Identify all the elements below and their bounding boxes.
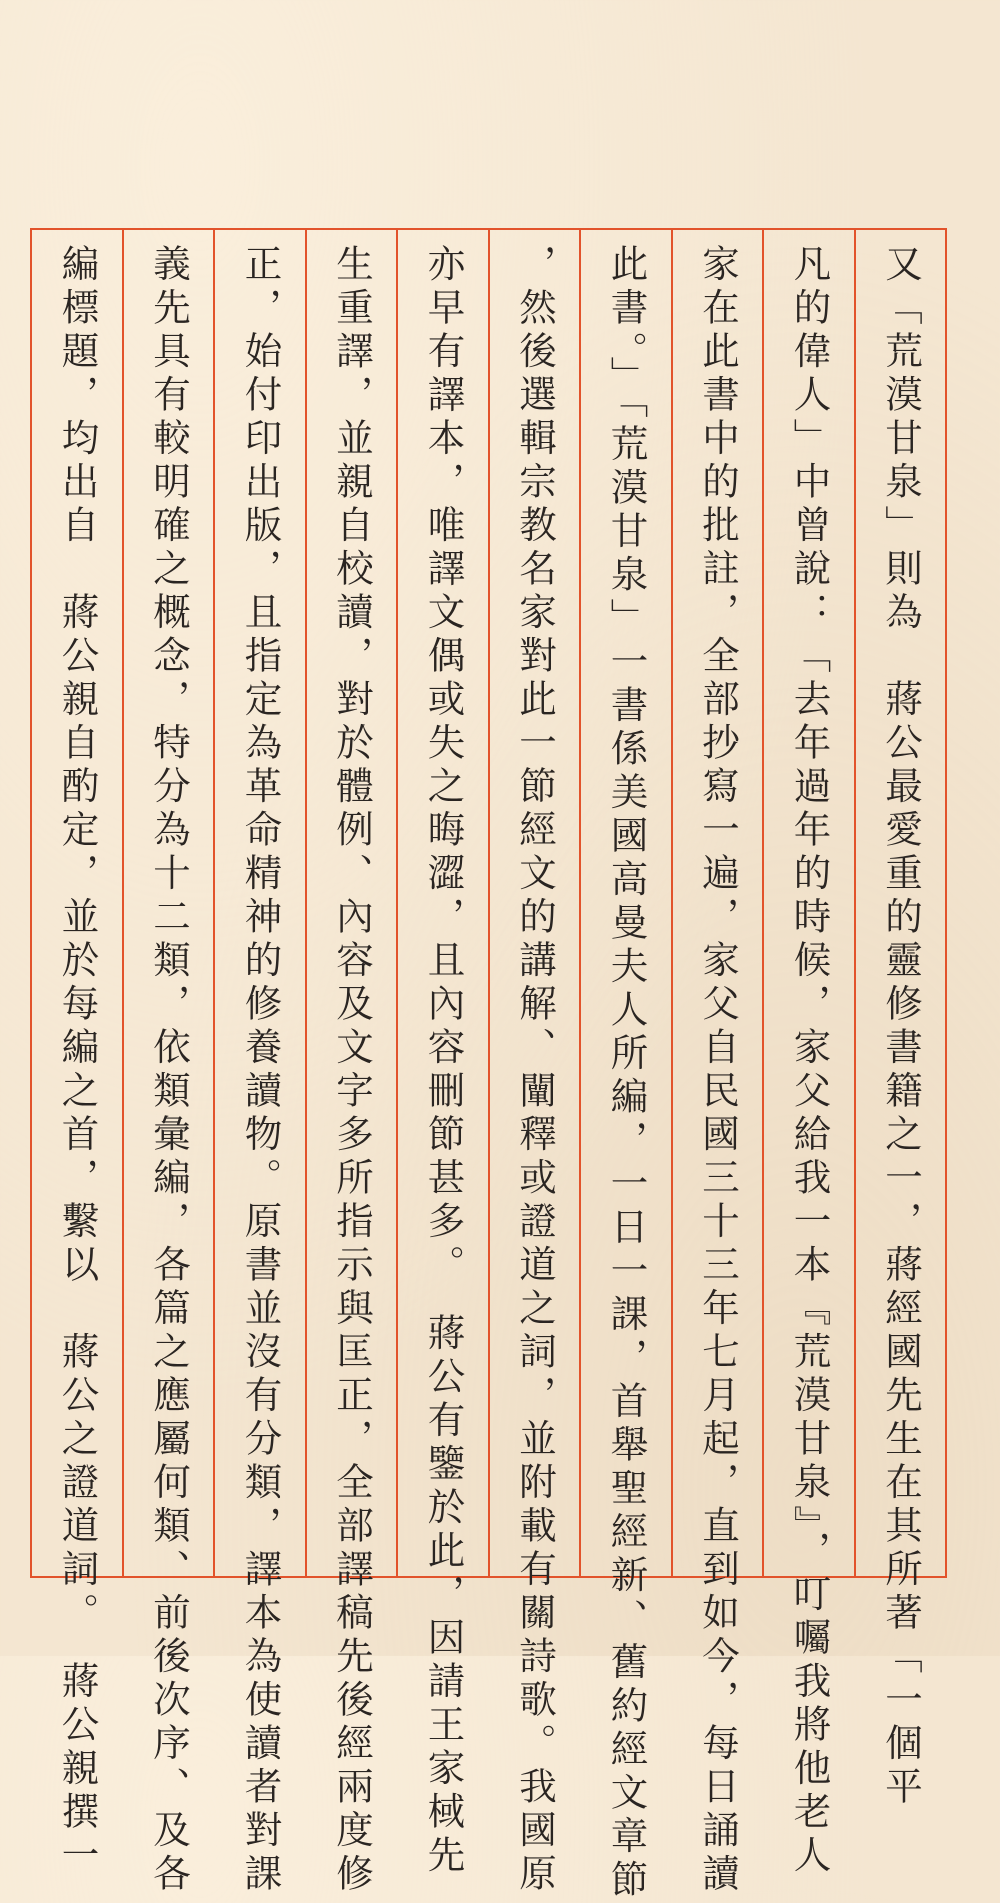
column-text: 義先具有較明確之概念，特分為十二類，依類彙編，各篇之應屬何類、前後次序、及各 — [147, 244, 191, 1897]
text-column-2 — [762, 230, 854, 1879]
text-column-5 — [488, 230, 580, 1897]
column-text: 家在此書中的批註，全部抄寫一遍，家父自民國三十三年七月起，直到如今，每日誦讀 — [696, 244, 740, 1897]
text-column-9 — [122, 230, 214, 1897]
text-column-7 — [305, 230, 397, 1897]
text-column-6 — [396, 230, 488, 1879]
column-text: ，然後選輯宗教名家對此一節經文的講解、闡釋或證道之詞，並附載有關詩歌。我國原 — [513, 244, 557, 1897]
text-column-1 — [854, 230, 946, 1810]
column-text: 凡的偉人」中曾說：「去年過年的時候，家父給我一本『荒漠甘泉』，叮囑我將他老人 — [787, 244, 832, 1879]
text-column-10 — [32, 230, 122, 1879]
text-frame — [30, 228, 947, 1903]
column-text: 又「荒漠甘泉」則為 蔣公最愛重的靈修書籍之一，蔣經國先生在其所著「一個平 — [879, 244, 923, 1810]
column-text: 正，始付印出版，且指定為革命精神的修養讀物。原書並沒有分類，譯本為使讀者對課 — [238, 244, 283, 1897]
text-column-8 — [213, 230, 305, 1897]
text-column-3 — [671, 230, 763, 1897]
column-text: 亦早有譯本，唯譯文偶或失之晦澀，且內容刪節甚多。 蔣公有鑒於此，因請王家棫先 — [421, 244, 466, 1879]
column-text: 生重譯，並親自校讀，對於體例、內容及文字多所指示與匡正，全部譯稿先後經兩度修 — [330, 244, 374, 1897]
column-text: 編標題，均出自 蔣公親自酌定，並於每編之首，繫以 蔣公之證道詞。 蔣公親撰一 — [55, 244, 100, 1879]
text-column-4 — [579, 230, 671, 1903]
column-text: 此書。」「荒漠甘泉」一書係美國高曼夫人所編，一日一課，首舉聖經新、舊約經文章節 — [604, 244, 649, 1903]
